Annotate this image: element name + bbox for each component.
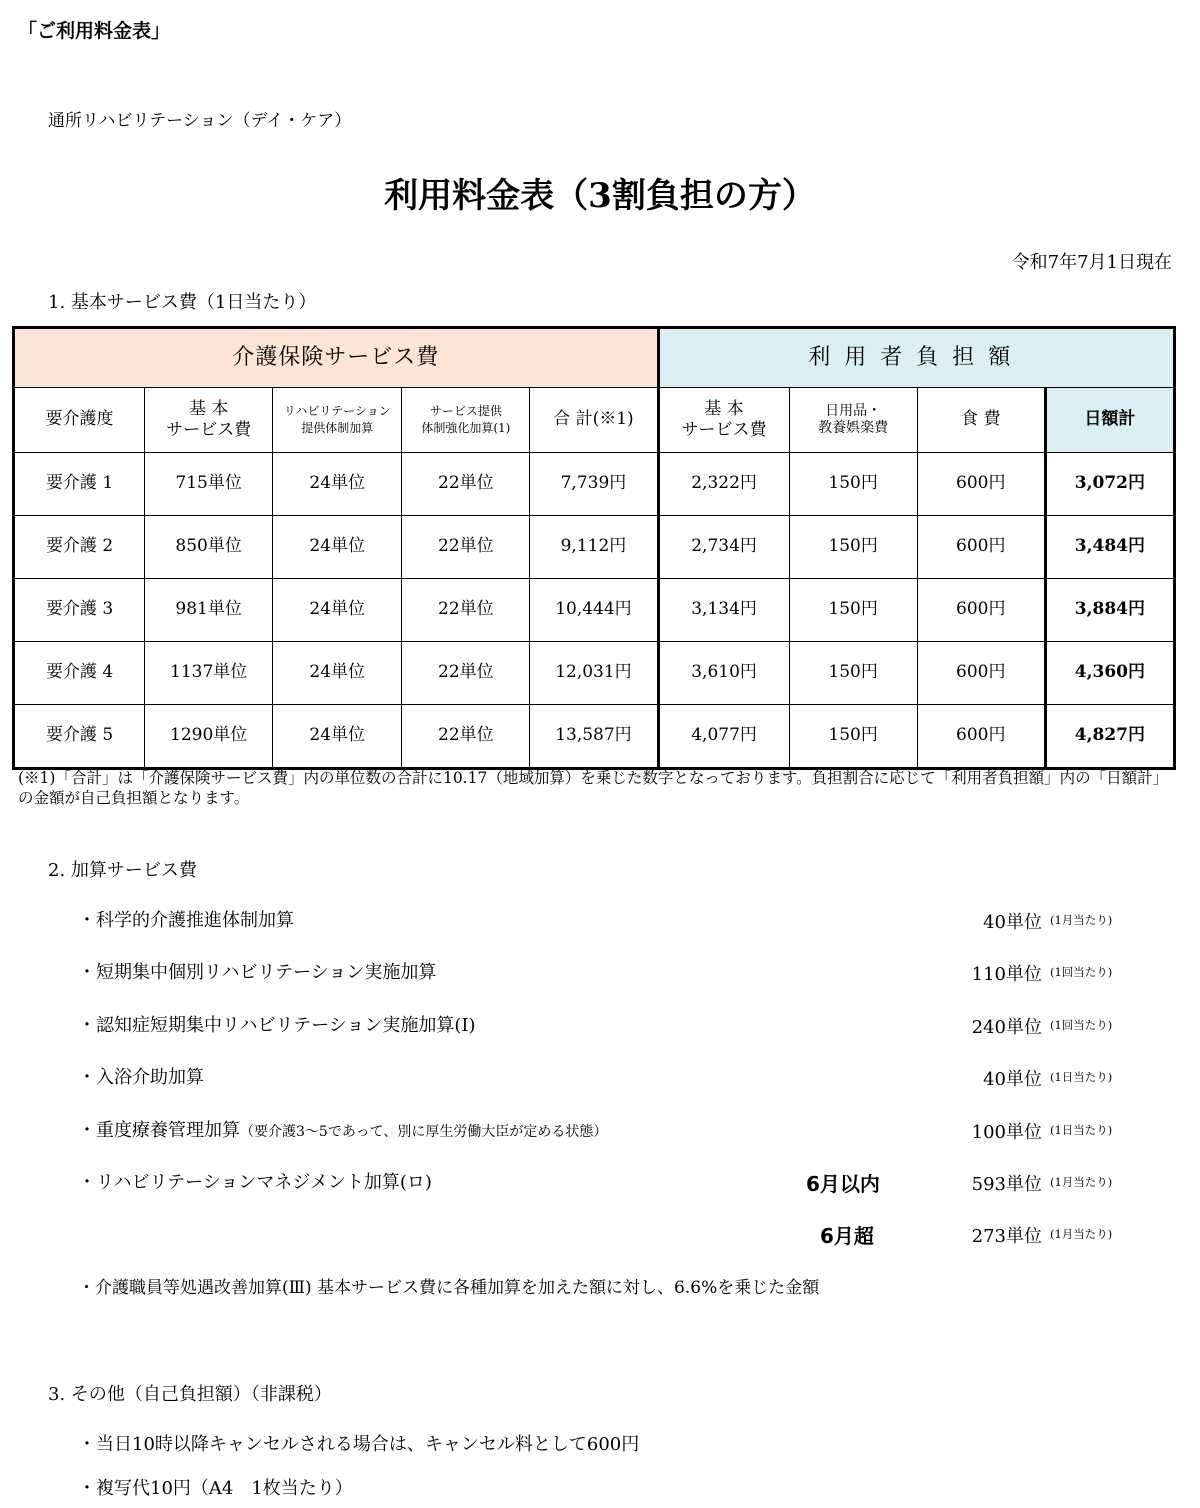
addition-per: (1日当たり) — [1050, 1070, 1113, 1084]
addition-label: ・認知症短期集中リハビリテーション実施加算(Ⅰ) — [78, 1015, 476, 1036]
addition-per: (1月当たり) — [1050, 1227, 1113, 1241]
period-within-6-months: 6月以内 — [806, 1172, 880, 1196]
other-item: ・当日10時以降キャンセルされる場合は、キャンセル料として600円 — [78, 1434, 640, 1455]
addition-label: ・リハビリテーションマネジメント加算(ロ) — [78, 1172, 432, 1193]
insurance-group-header: 介護保険サービス費 — [14, 328, 659, 388]
table-row — [14, 642, 1175, 705]
addition-item-label — [78, 1168, 432, 1194]
cell-daily-goods-yen: 150円 — [789, 453, 917, 516]
cell-meal-yen: 600円 — [917, 642, 1045, 705]
col-rehab-line2: 提供体制加算 — [301, 421, 374, 435]
col-care-level: 要介護度 — [14, 388, 145, 453]
cell-user-basic-yen: 3,134円 — [658, 579, 789, 642]
cell-total-yen: 12,031円 — [530, 642, 658, 705]
cell-day-total-yen: 3,884円 — [1045, 579, 1174, 642]
addition-item-label — [78, 1063, 204, 1089]
improvement-addition: ・介護職員等処遇改善加算(Ⅲ) 基本サービス費に各種加算を加えた額に対し、6.6%を乗じた金額 — [78, 1278, 820, 1298]
cell-total-yen: 9,112円 — [530, 516, 658, 579]
cell-care-level: 要介護 1 — [14, 453, 145, 516]
cell-rehab-units: 24単位 — [273, 705, 402, 769]
addition-label: ・入浴介助加算 — [78, 1067, 204, 1088]
user-charge-group-header: 利用者負担額 — [658, 328, 1175, 388]
cell-day-total-yen: 3,072円 — [1045, 453, 1174, 516]
cell-user-basic-yen: 2,322円 — [658, 453, 789, 516]
cell-basic-units: 715単位 — [145, 453, 273, 516]
addition-item-label — [78, 958, 436, 984]
table-row — [14, 579, 1175, 642]
period-over-6-months: 6月超 — [820, 1224, 874, 1248]
cell-daily-goods-yen: 150円 — [789, 516, 917, 579]
col-basic-service-line1: 基 本 — [188, 398, 229, 419]
col-rehab-addition — [273, 388, 402, 453]
fee-table — [12, 326, 1176, 770]
col-basic-service-line2: サービス費 — [166, 420, 252, 440]
cell-service-units: 22単位 — [402, 579, 530, 642]
service-name: 通所リハビリテーション（デイ・ケア） — [48, 111, 352, 131]
addition-value: 593単位 — [971, 1174, 1042, 1195]
addition-label: ・短期集中個別リハビリテーション実施加算 — [78, 962, 437, 983]
col-daily-line2: 教養娯楽費 — [818, 420, 889, 436]
cell-meal-yen: 600円 — [917, 516, 1045, 579]
col-daily-line1: 日用品・ — [825, 402, 882, 419]
cell-basic-units: 1137単位 — [145, 642, 273, 705]
addition-value: 110単位 — [971, 964, 1042, 985]
col-total: 合 計(※1) — [530, 388, 658, 453]
cell-day-total-yen: 4,360円 — [1045, 642, 1174, 705]
col-basic-service — [145, 388, 273, 453]
document-header: 「ご利用料金表」 — [18, 20, 171, 42]
cell-care-level: 要介護 5 — [14, 705, 145, 769]
cell-care-level: 要介護 2 — [14, 516, 145, 579]
col-daily-goods — [789, 388, 917, 453]
cell-rehab-units: 24単位 — [273, 453, 402, 516]
addition-value: 240単位 — [971, 1017, 1042, 1038]
cell-rehab-units: 24単位 — [273, 642, 402, 705]
addition-per: (1月当たり) — [1050, 1175, 1113, 1189]
cell-user-basic-yen: 3,610円 — [658, 642, 789, 705]
addition-per: (1回当たり) — [1050, 1018, 1113, 1032]
cell-meal-yen: 600円 — [917, 579, 1045, 642]
col-day-total: 日額計 — [1045, 388, 1174, 453]
table-footnote: (※1)「合計」は「介護保険サービス費」内の単位数の合計に10.17（地域加算）を乗じた数字となっております。負担割合に応じて「利用者負担額」内の「日額計」の金額が自己負担額となります。 — [18, 769, 1169, 808]
col-user-basic-line2: サービス費 — [681, 420, 767, 440]
cell-total-yen: 13,587円 — [530, 705, 658, 769]
addition-item-label — [78, 906, 294, 932]
addition-value: 40単位 — [983, 1069, 1042, 1090]
cell-daily-goods-yen: 150円 — [789, 642, 917, 705]
cell-service-units: 22単位 — [402, 453, 530, 516]
addition-value: 273単位 — [971, 1226, 1042, 1247]
addition-value: 40単位 — [983, 912, 1042, 933]
cell-user-basic-yen: 4,077円 — [658, 705, 789, 769]
addition-label: ・重度療養管理加算 — [78, 1120, 240, 1141]
addition-per: (1日当たり) — [1050, 1123, 1113, 1137]
section-2-heading: 2. 加算サービス費 — [48, 860, 197, 881]
cell-care-level: 要介護 4 — [14, 642, 145, 705]
cell-service-units: 22単位 — [402, 642, 530, 705]
cell-daily-goods-yen: 150円 — [789, 579, 917, 642]
cell-service-units: 22単位 — [402, 516, 530, 579]
cell-rehab-units: 24単位 — [273, 579, 402, 642]
addition-label: ・科学的介護推進体制加算 — [78, 910, 294, 931]
cell-basic-units: 850単位 — [145, 516, 273, 579]
addition-qualifier: （要介護3～5であって、別に厚生労働大臣が定める状態） — [240, 1124, 608, 1140]
as-of-date: 令和7年7月1日現在 — [1011, 252, 1172, 273]
col-meal: 食 費 — [917, 388, 1045, 453]
table-row — [14, 453, 1175, 516]
col-rehab-line1: リハビリテーション — [283, 403, 391, 418]
col-service-line2: 体制強化加算(1) — [421, 421, 511, 435]
addition-per: (1月当たり) — [1050, 913, 1113, 927]
cell-total-yen: 7,739円 — [530, 453, 658, 516]
cell-care-level: 要介護 3 — [14, 579, 145, 642]
other-item: ・複写代10円（A4 1枚当たり） — [78, 1478, 353, 1499]
page-title: 利用料金表（3割負担の方） — [384, 176, 816, 216]
cell-day-total-yen: 3,484円 — [1045, 516, 1174, 579]
cell-user-basic-yen: 2,734円 — [658, 516, 789, 579]
cell-service-units: 22単位 — [402, 705, 530, 769]
col-service-addition — [402, 388, 530, 453]
table-row — [14, 705, 1175, 769]
section-3-heading: 3. その他（自己負担額）（非課税） — [48, 1384, 332, 1405]
col-user-basic-line1: 基 本 — [704, 398, 744, 419]
addition-item-label — [78, 1116, 607, 1142]
col-service-line1: サービス提供 — [429, 403, 502, 418]
cell-basic-units: 1290単位 — [145, 705, 273, 769]
cell-basic-units: 981単位 — [145, 579, 273, 642]
cell-meal-yen: 600円 — [917, 453, 1045, 516]
col-user-basic — [658, 388, 789, 453]
cell-daily-goods-yen: 150円 — [789, 705, 917, 769]
cell-rehab-units: 24単位 — [273, 516, 402, 579]
section-1-heading: 1. 基本サービス費（1日当たり） — [48, 292, 317, 313]
addition-value: 100単位 — [971, 1122, 1042, 1143]
cell-total-yen: 10,444円 — [530, 579, 658, 642]
cell-meal-yen: 600円 — [917, 705, 1045, 769]
addition-item-label — [78, 1011, 476, 1037]
cell-day-total-yen: 4,827円 — [1045, 705, 1174, 769]
addition-per: (1回当たり) — [1050, 965, 1113, 979]
table-row — [14, 516, 1175, 579]
